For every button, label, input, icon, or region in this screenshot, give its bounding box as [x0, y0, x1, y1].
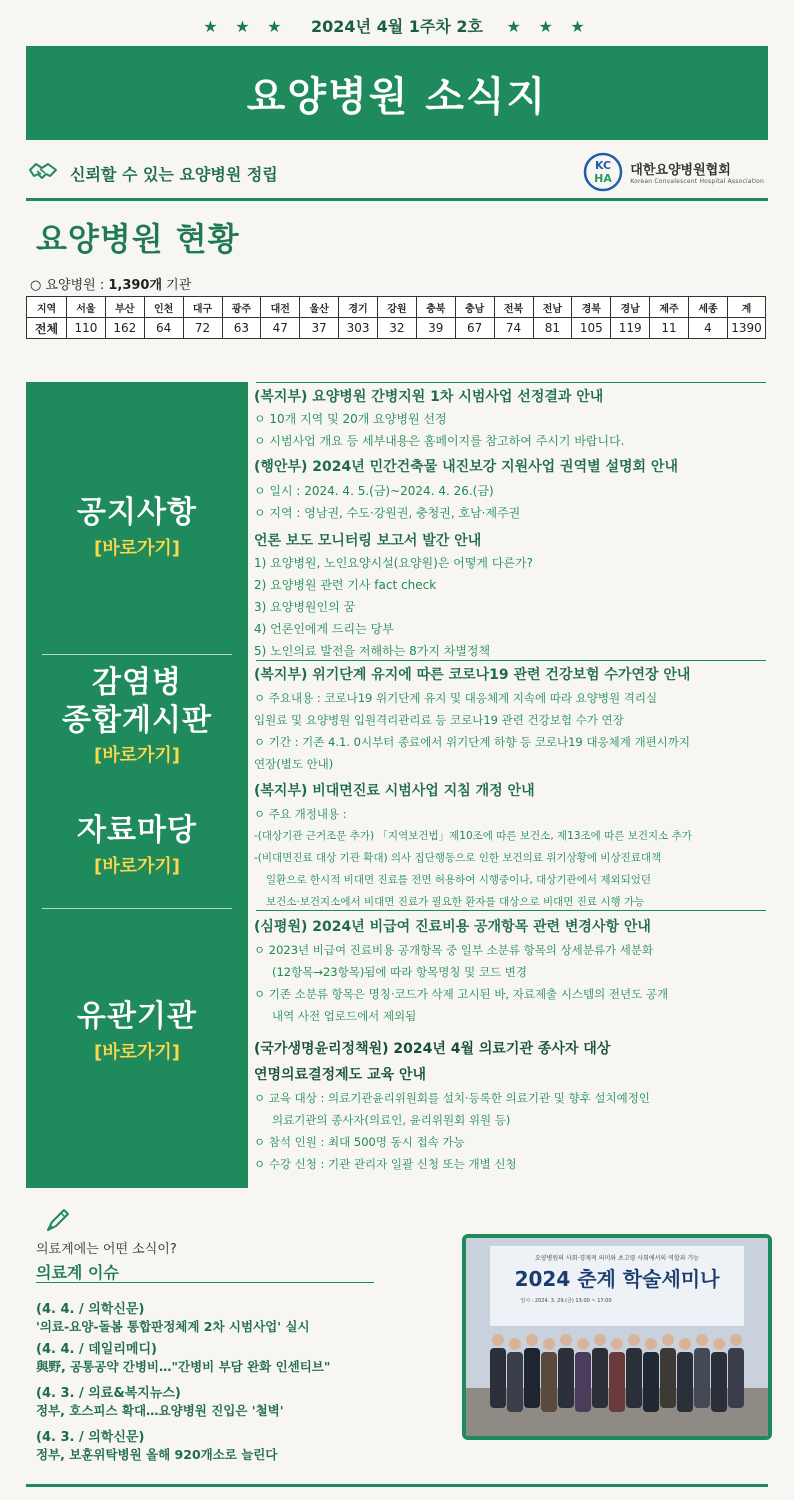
notice-line: (12항목→23항목)됨에 따라 항목명칭 및 코드 변경: [272, 965, 528, 979]
table-cell: 37: [300, 318, 339, 339]
notice-line: ㅇ 10개 지역 및 20개 요양병원 선정: [254, 412, 447, 426]
table-header-cell: 강원: [378, 297, 417, 318]
sidebar-item-label: 유관기관: [77, 999, 197, 1034]
table-cell: 32: [378, 318, 417, 339]
attendee-head: [679, 1338, 691, 1350]
notice-line: 일환으로 한시적 비대면 진료를 전면 허용하여 시행중이나, 대상기관에서 제외되었던: [266, 874, 652, 886]
star-icons-right: ★ ★ ★: [506, 17, 591, 36]
notice-line: 의료기관의 종사자(의료인, 윤리위원회 위원 등): [272, 1113, 511, 1127]
attendee-head: [509, 1338, 521, 1350]
table-header-cell: 전북: [494, 297, 533, 318]
attendee-body: [677, 1352, 693, 1412]
shortcut-link[interactable]: [바로가기]: [93, 1041, 180, 1063]
sidebar-item-related-agencies[interactable]: [26, 998, 248, 1064]
table-cell: 119: [611, 318, 650, 339]
attendee-body: [490, 1348, 506, 1408]
attendee-body: [626, 1348, 642, 1408]
notice-line: -(비대면진료 대상 기관 확대) 의사 집단행동으로 인한 보건의료 위기상황에 비상진료대책: [254, 852, 662, 864]
attendee-head: [594, 1334, 606, 1346]
attendee-head: [628, 1334, 640, 1346]
industry-issues-section: [26, 1198, 768, 1488]
notice-line: 보건소·보건지소에서 비대면 진료가 필요한 환자를 대상으로 비대면 진료 시행 가능: [266, 896, 645, 908]
attendee-body: [660, 1348, 676, 1408]
notice-line: ㅇ 일시 : 2024. 4. 5.(금)~2024. 4. 26.(금): [254, 484, 494, 498]
notice-rule: [256, 910, 766, 911]
newsletter-title-bar: [26, 46, 768, 140]
pen-icon: [44, 1206, 72, 1234]
notice-line: 내역 사전 업로드에서 제외됨: [272, 1009, 417, 1023]
news-source: (4. 4. / 데일리메디): [36, 1342, 157, 1357]
table-header-cell: 울산: [300, 297, 339, 318]
attendee-body: [541, 1352, 557, 1412]
notice-line: -(대상기관 근거조문 추가) 「지역보건법」제10조에 따른 보건소, 제13조에 따른 보건지소 추가: [254, 830, 692, 842]
table-header-row: [27, 297, 766, 318]
news-item[interactable]: [36, 1426, 396, 1463]
attendee-body: [728, 1348, 744, 1408]
newsletter-title: 요양병원 소식지: [246, 73, 548, 120]
footer-divider: [26, 1484, 768, 1487]
issue-line: [0, 14, 794, 37]
notice-title[interactable]: (심평원) 2024년 비급여 진료비용 공개항목 관련 변경사항 안내: [254, 919, 651, 935]
issues-question: 의료계에는 어떤 소식이?: [36, 1242, 177, 1257]
attendee-head: [492, 1334, 504, 1346]
notice-rule: [256, 382, 766, 383]
handshake-icon: [28, 160, 58, 182]
table-header-cell: 세종: [689, 297, 728, 318]
shortcut-link[interactable]: [바로가기]: [93, 855, 180, 877]
news-source: (4. 3. / 의료&복지뉴스): [36, 1386, 181, 1401]
table-cell: 11: [650, 318, 689, 339]
table-header-cell: 서울: [67, 297, 106, 318]
notice-title[interactable]: 언론 보도 모니터링 보고서 발간 안내: [254, 533, 482, 549]
table-cell: 72: [183, 318, 222, 339]
table-cell: 39: [416, 318, 455, 339]
news-headline[interactable]: '의료-요양-돌봄 통합판정체계 2차 시범사업' 실시: [36, 1319, 310, 1334]
shortcut-link[interactable]: [바로가기]: [93, 745, 180, 766]
hospital-count: ○ 요양병원 : 1,390개 기관: [30, 278, 192, 293]
table-header-cell: 대구: [183, 297, 222, 318]
shortcut-link[interactable]: [바로가기]: [93, 537, 180, 559]
kcha-logo-icon: [582, 152, 624, 192]
table-cell: 63: [222, 318, 261, 339]
table-header-cell: 제주: [650, 297, 689, 318]
news-source: (4. 3. / 의학신문): [36, 1430, 145, 1445]
association-logo[interactable]: [582, 152, 764, 192]
notice-line: ㅇ 교육 대상 : 의료기관윤리위원회를 설치·등록한 의료기관 및 향후 설치예정인: [254, 1091, 650, 1105]
table-cell: 303: [339, 318, 378, 339]
notice-line: ㅇ 주요 개정내용 :: [254, 807, 347, 821]
table-cell: 1390: [728, 318, 766, 339]
star-icons-left: ★ ★ ★: [203, 17, 288, 36]
logo-subtitle: Korean Convalescent Hospital Association: [630, 178, 764, 185]
attendee-head: [662, 1334, 674, 1346]
attendee-head: [611, 1338, 623, 1350]
news-item[interactable]: [36, 1382, 396, 1419]
table-header-cell: 경남: [611, 297, 650, 318]
table-cell: 74: [494, 318, 533, 339]
table-cell: 4: [689, 318, 728, 339]
table-header-cell: 광주: [222, 297, 261, 318]
notice-title[interactable]: (복지부) 위기단계 유지에 따른 코로나19 관련 건강보험 수가연장 안내: [254, 667, 691, 683]
issue-label: 2024년 4월 1주차 2호: [311, 17, 483, 36]
notice-title[interactable]: (행안부) 2024년 민간건축물 내진보강 지원사업 권역별 설명회 안내: [254, 459, 678, 475]
attendee-body: [711, 1352, 727, 1412]
notice-line: 4) 언론인에게 드리는 당부: [254, 622, 394, 636]
notice-line: 1) 요양병원, 노인요양시설(요양원)은 어떻게 다른가?: [254, 556, 533, 570]
table-header-cell: 대전: [261, 297, 300, 318]
issues-title: 의료계 이슈: [36, 1263, 119, 1282]
table-header-label: 지역: [27, 297, 67, 318]
attendee-body: [592, 1348, 608, 1408]
table-cell: 67: [455, 318, 494, 339]
attendee-head: [543, 1338, 555, 1350]
table-row: [27, 318, 766, 339]
attendee-head: [730, 1334, 742, 1346]
notice-line: ㅇ 지역 : 영남권, 수도·강원권, 충청권, 호남·제주권: [254, 506, 521, 520]
sidebar-item-label: 감염병: [92, 665, 182, 700]
table-header-cell: 전남: [533, 297, 572, 318]
attendee-head: [645, 1338, 657, 1350]
seminar-photo[interactable]: [462, 1234, 772, 1440]
banner-title: 2024 춘계 학술세미나: [514, 1267, 720, 1291]
notice-line: ㅇ 2023년 비급여 진료비용 공개항목 중 일부 소분류 항목의 상세분류가 세분화: [254, 943, 654, 957]
table-cell: 81: [533, 318, 572, 339]
sidebar-item-notices[interactable]: [26, 494, 248, 560]
table-cell: 110: [67, 318, 106, 339]
attendee-head: [713, 1338, 725, 1350]
notice-line: 3) 요양병원인의 꿈: [254, 600, 356, 614]
news-headline[interactable]: 與野, 공통공약 간병비…"간병비 부담 완화 인센티브": [36, 1359, 331, 1374]
attendee-body: [575, 1352, 591, 1412]
attendee-body: [524, 1348, 540, 1408]
news-headline[interactable]: 정부, 보훈위탁병원 올해 920개소로 늘린다: [36, 1447, 278, 1462]
notice-line: ㅇ 주요내용 : 코로나19 위기단계 유지 및 대응체계 지속에 따라 요양병원 격리실: [254, 691, 658, 705]
table-cell: 64: [144, 318, 183, 339]
notice-line: ㅇ 참석 인원 : 최대 500명 동시 접속 가능: [254, 1135, 465, 1149]
attendee-body: [643, 1352, 659, 1412]
notice-line: ㅇ 시범사업 개요 등 세부내용은 홈페이지를 참고하여 주시기 바랍니다.: [254, 434, 625, 448]
logo-mark-top: KC: [595, 159, 612, 172]
banner-subtitle: 요양병원의 사회·경제적 의미와 초고령 사회에서의 역할과 기능: [534, 1255, 700, 1262]
attendee-body: [507, 1352, 523, 1412]
notice-line: 연장(별도 안내): [254, 757, 334, 771]
seminar-photo-image: [466, 1238, 768, 1436]
attendee-head: [526, 1334, 538, 1346]
sidebar-item-label: 종합게시판: [62, 702, 212, 738]
sidebar-divider: [42, 908, 232, 909]
table-header-cell: 충북: [416, 297, 455, 318]
table-header-cell: 경북: [572, 297, 611, 318]
sidebar-item-infection-board[interactable]: [26, 664, 248, 767]
news-item[interactable]: [36, 1298, 396, 1335]
table-row-label: 전체: [27, 318, 67, 339]
table-header-cell: 경기: [339, 297, 378, 318]
notice-title[interactable]: (국가생명윤리정책원) 2024년 4월 의료기관 종사자 대상: [254, 1041, 611, 1057]
attendee-head: [577, 1338, 589, 1350]
status-section-title: 요양병원 현황: [36, 220, 240, 258]
table-header-cell: 계: [728, 297, 766, 318]
notice-line: 5) 노인의료 발전을 저해하는 8가지 차별정책: [254, 644, 491, 658]
slogan: 신뢰할 수 있는 요양병원 정립: [70, 165, 278, 184]
notice-line: ㅇ 수강 신청 : 기관 관리자 일괄 신청 또는 개별 신청: [254, 1157, 517, 1171]
notice-line: 2) 요양병원 관련 기사 fact check: [254, 578, 437, 592]
news-item[interactable]: [36, 1338, 396, 1375]
notice-rule: [256, 660, 766, 661]
attendee-body: [609, 1352, 625, 1412]
notice-title[interactable]: (복지부) 요양병원 간병지원 1차 시범사업 선정결과 안내: [254, 389, 604, 405]
attendee-head: [560, 1334, 572, 1346]
table-header-cell: 부산: [105, 297, 144, 318]
attendee-body: [694, 1348, 710, 1408]
notices-content: [250, 382, 794, 1188]
table-cell: 105: [572, 318, 611, 339]
sidebar-item-label: 공지사항: [77, 495, 197, 530]
sidebar-item-label: 자료마당: [77, 813, 197, 848]
sidebar-divider: [42, 654, 232, 655]
notice-title[interactable]: (복지부) 비대면진료 시범사업 지침 개정 안내: [254, 783, 535, 799]
banner-date: 일시 : 2024. 3. 29.(금) 13:00 ~ 17:00: [520, 1298, 612, 1304]
logo-name: 대한요양병원협회: [630, 163, 731, 178]
attendee-head: [696, 1334, 708, 1346]
attendee-body: [558, 1348, 574, 1408]
table-cell: 162: [105, 318, 144, 339]
news-source: (4. 4. / 의학신문): [36, 1302, 145, 1317]
regional-stats-table: [26, 296, 766, 339]
header-divider: [26, 198, 768, 201]
table-cell: 47: [261, 318, 300, 339]
notice-line: 입원료 및 요양병원 입원격리관리료 등 코로나19 관련 건강보험 수가 연장: [254, 713, 624, 727]
news-headline[interactable]: 정부, 호스피스 확대…요양병원 진입은 '철벽': [36, 1403, 284, 1418]
notice-line: ㅇ 기존 소분류 항목은 명칭·코드가 삭제 고시된 바, 자료제출 시스템의 전년도 공개: [254, 987, 669, 1001]
logo-mark-bottom: HA: [594, 172, 613, 185]
sidebar-item-resources[interactable]: [26, 812, 248, 878]
table-header-cell: 인천: [144, 297, 183, 318]
tagline-row: [26, 152, 768, 196]
notice-line: ㅇ 기간 : 기존 4.1. 0시부터 종료에서 위기단계 하향 등 코로나19 대응체계 개편시까지: [254, 735, 691, 749]
notice-title-cont[interactable]: 연명의료결정제도 교육 안내: [254, 1067, 427, 1083]
table-header-cell: 충남: [455, 297, 494, 318]
issues-divider: [36, 1282, 374, 1283]
category-sidebar: [26, 382, 248, 1188]
